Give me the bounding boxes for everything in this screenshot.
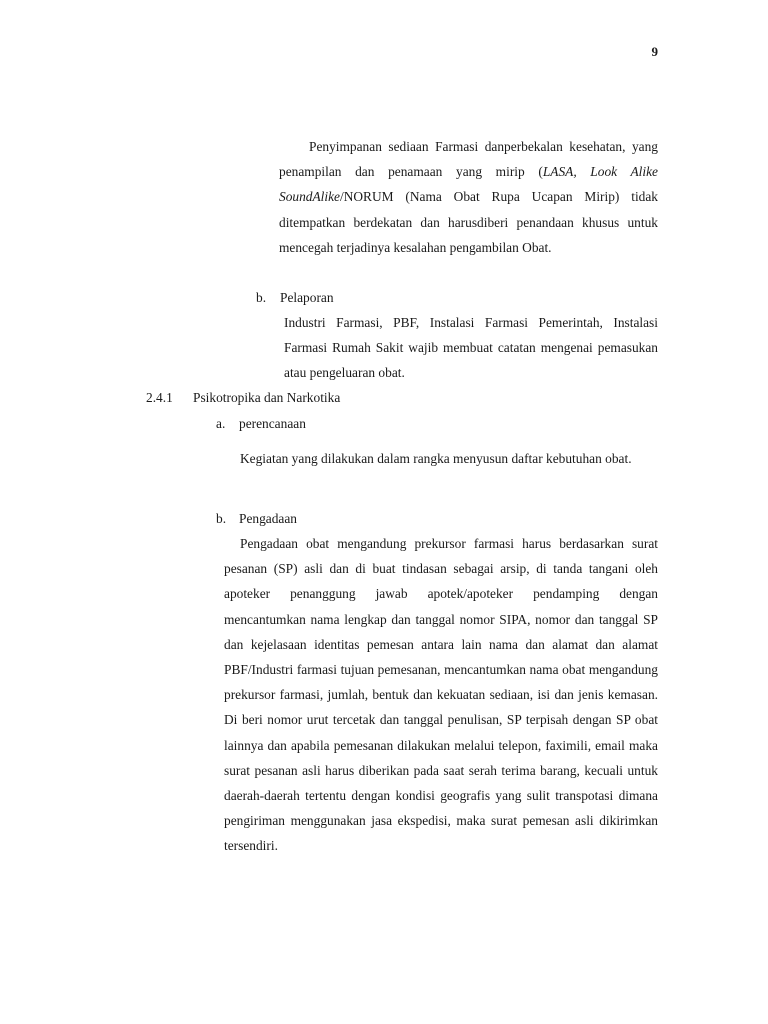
pengadaan-title: Pengadaan xyxy=(239,511,298,526)
pelaporan-heading xyxy=(256,285,656,310)
storage-paragraph xyxy=(279,134,658,260)
pengadaan-marker: b. xyxy=(216,511,227,526)
section-title: Psikotropika dan Narkotika xyxy=(193,390,341,405)
storage-text-end: /NORUM (Nama Obat Rupa Ucapan Mirip) tidak ditempatkan berdekatan dan harusdiberi penandaan khusus untuk mencegah terjadinya kesalahan pengambilan Obat. xyxy=(279,189,658,255)
storage-text-start: Penyimpanan sediaan Farmasi danperbekalan kesehatan, yang penampilan dan penamaan yang mirip ( xyxy=(279,139,658,180)
perencanaan-text: Kegiatan yang dilakukan dalam rangka menyusun daftar kebutuhan obat. xyxy=(240,451,632,466)
pengadaan-text: Pengadaan obat mengandung prekursor farmasi harus berdasarkan surat pesanan (SP) asli dan di buat tindasan sebagai arsip, di tanda tangani oleh apoteker penanggung jawab apotek/apoteker pendamping dengan mencantumkan nama lengkap dan tanggal nomor SIPA, nomor dan tanggal SP dan kejelasaan identitas pemesan antara lain nama dan alamat dan alamat PBF/Industri farmasi tujuan pemesanan, mencantumkan nama obat mengandung prekursor farmasi, jumlah, bentuk dan kekuatan sediaan, isi dan jenis kemasan. Di beri nomor urut tercetak dan tanggal penulisan, SP terpisah dengan SP obat lainnya dan apabila pemesanan dilakukan melalui telepon, faximili, email maka surat pesanan asli harus diberikan pada saat serah terima barang, kecuali untuk daerah-daerah tertentu dengan kondisi geografis yang sulit transpotasi dimana pengiriman menggunakan jasa ekspedisi, maka surat pemesan asli dikirimkan tersendiri. xyxy=(224,536,658,854)
pelaporan-text: Industri Farmasi, PBF, Instalasi Farmasi Pemerintah, Instalasi Farmasi Rumah Sakit wajib membuat catatan mengenai pemasukan atau pengeluaran obat. xyxy=(284,315,658,381)
pelaporan-title: Pelaporan xyxy=(280,290,334,305)
perencanaan-marker: a. xyxy=(216,416,226,431)
page-number: 9 xyxy=(651,44,658,59)
section-number: 2.4.1 xyxy=(146,390,173,405)
section-heading xyxy=(0,385,768,411)
pelaporan-marker: b. xyxy=(256,290,267,305)
storage-text-italic: LASA, Look Alike SoundAlike xyxy=(279,164,658,205)
pengadaan-heading xyxy=(216,506,616,531)
perencanaan-title: perencanaan xyxy=(239,416,306,431)
perencanaan-heading xyxy=(216,411,616,436)
